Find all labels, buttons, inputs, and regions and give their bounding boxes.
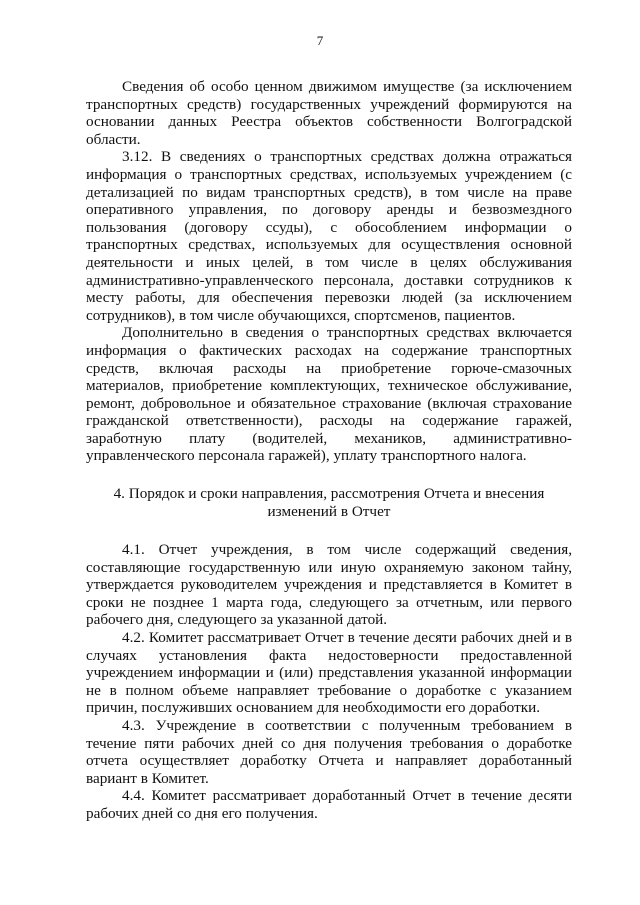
paragraph-3-12: 3.12. В сведениях о транспортных средствах должна отражаться информация о транспортных средствах, используемых учреждением (с детализацией по видам транспортных средств), в том числе на праве оперативного управления, по договору аренды и безвозмездного пользования (договору ссуды), с обособлением информации о транспортных средствах, используемых для осуществления основной деятельности и иных целей, в том числе в целях обслуживания административно-управленческого персонала, доставки сотрудников к месту работы, для обеспечения перевозки людей (за исключением сотрудников), в том числе обучающихся, спортсменов, пациентов.	[86, 148, 572, 324]
paragraph-4-1: 4.1. Отчет учреждения, в том числе содержащий сведения, составляющие государственную или иную охраняемую законом тайну, утверждается руководителем учреждения и представляется в Комитет в сроки не позднее 1 марта года, следующего за отчетным, или первого рабочего дня, следующего за указанной датой.	[86, 541, 572, 629]
paragraph-especially-valuable-property: Сведения об особо ценном движимом имуществе (за исключением транспортных средств) государственных учреждений формируются на основании данных Реестра объектов собственности Волгоградской области.	[86, 78, 572, 148]
spacer	[86, 521, 572, 541]
paragraph-4-3: 4.3. Учреждение в соответствии с полученным требованием в течение пяти рабочих дней со дня получения требования о доработке отчета осуществляет доработку Отчета и направляет доработанный вариант в Комитет.	[86, 717, 572, 787]
spacer	[86, 465, 572, 485]
section-4-heading-line-2: изменений в Отчет	[267, 503, 391, 521]
paragraph-4-4: 4.4. Комитет рассматривает доработанный Отчет в течение десяти рабочих дней со дня его получения.	[86, 787, 572, 822]
section-4-heading-line-1: 4. Порядок и сроки направления, рассмотрения Отчета и внесения	[113, 485, 545, 503]
paragraph-transport-expenses: Дополнительно в сведения о транспортных средствах включается информация о фактических расходах на содержание транспортных средств, включая расходы на приобретение горюче-смазочных материалов, приобретение комплектующих, техническое обслуживание, ремонт, добровольное и обязательное страхование (включая страхование гражданской ответственности), расходы на содержание гаражей, заработную плату (водителей, механиков, административно-управленческого персонала гаражей), уплату транспортного налога.	[86, 324, 572, 465]
paragraph-4-2: 4.2. Комитет рассматривает Отчет в течение десяти рабочих дней и в случаях установления факта недостоверности предоставленной учреждением информации и (или) представления указанной информации не в полном объеме направляет требование о доработке с указанием причин, послуживших основанием для необходимости его доработки.	[86, 629, 572, 717]
document-body	[86, 78, 572, 823]
section-4-heading	[86, 485, 572, 521]
page-number: 7	[316, 33, 324, 48]
